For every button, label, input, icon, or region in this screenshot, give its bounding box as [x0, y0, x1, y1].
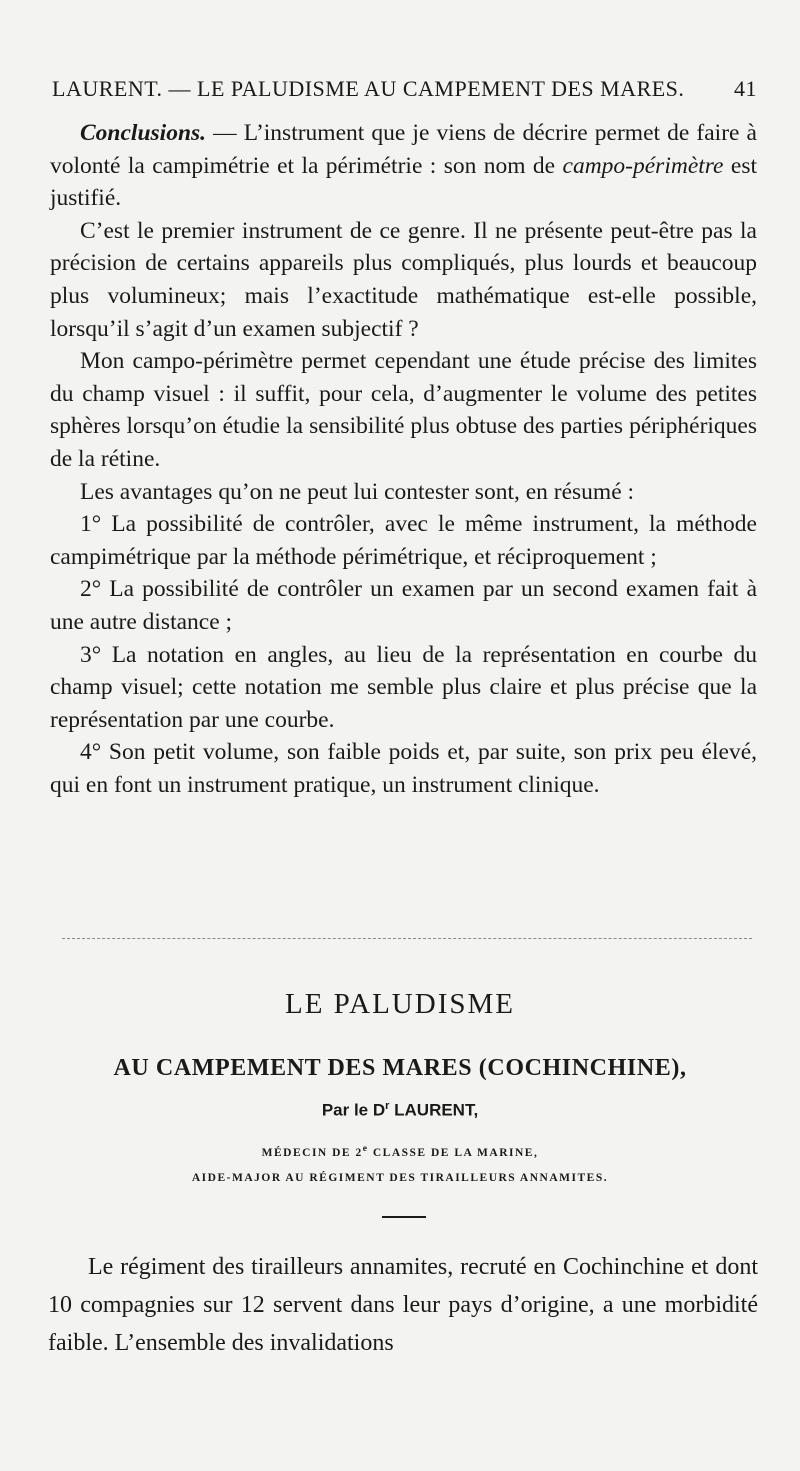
advantage-item-1: 1° La possibilité de contrôler, avec le même instrument, la méthode campimétrique par la méthode périmétrique, et réciproquement ; — [50, 511, 757, 570]
conclusions-tail-text: est justifié. — [50, 152, 757, 212]
conclusions-lead-text: — L’instrument que je viens de décrire permet de faire à volonté la campimétrie et la périmétrie : son nom de — [50, 120, 757, 179]
author-prefix: Par le D — [321, 1100, 386, 1120]
author-credential-post: AIDE-MAJOR AU RÉGIMENT DES TIRAILLEURS ANNAMITES. — [191, 1172, 609, 1184]
instrument-term: campo-périmètre — [562, 152, 724, 179]
author-line — [0, 1100, 800, 1121]
credential-rank-prefix: MÉDECIN DE 2 — [261, 1146, 363, 1159]
page-number: 41 — [734, 76, 757, 101]
conclusions-paragraph — [50, 117, 757, 215]
advantage-item-3: 3° La notation en angles, au lieu de la représentation en courbe du champ visuel; cette notation me semble plus claire et plus précise que la représentation par une courbe. — [50, 641, 757, 733]
credential-rank-superscript: e — [362, 1143, 369, 1154]
conclusions-section — [50, 117, 757, 801]
advantage-item-2: 2° La possibilité de contrôler un examen par un second examen fait à une autre distance ; — [50, 576, 757, 635]
advantage-item-4: 4° Son petit volume, son faible poids et, par suite, son prix peu élevé, qui en font un instrument pratique, un instrument clinique. — [50, 739, 757, 798]
paragraph-advantages-intro: Les avantages qu’on ne peut lui contester sont, en résumé : — [80, 478, 635, 505]
author-prefix-superscript: r — [385, 1100, 390, 1112]
running-header — [52, 76, 757, 102]
article-opening-paragraph: Le régiment des tirailleurs annamites, recruté en Cochinchine et dont 10 compagnies sur 12 servent dans leur pays d’origine, a une morbidité faible. L’ensemble des invalidations — [48, 1254, 758, 1356]
credential-rank-suffix: CLASSE DE LA MARINE, — [368, 1146, 539, 1159]
author-credential-rank — [0, 1143, 800, 1159]
article-title: LE PALUDISME — [285, 988, 515, 1020]
article-body — [48, 1248, 758, 1362]
article-subtitle: AU CAMPEMENT DES MARES (COCHINCHINE), — [113, 1055, 687, 1081]
running-title: LAURENT. — LE PALUDISME AU CAMPEMENT DES MARES. — [52, 76, 685, 101]
author-name: LAURENT, — [389, 1100, 479, 1120]
conclusions-label: Conclusions. — [80, 120, 207, 146]
title-rule — [382, 1216, 426, 1218]
paragraph-precise-study: Mon campo-périmètre permet cependant une étude précise des limites du champ visuel : il suffit, pour cela, d’augmenter le volume des petites sphères lorsqu’on étudie la sensibilité plus obtuse des parties périphériques de la rétine. — [50, 348, 757, 472]
section-divider — [62, 938, 752, 939]
paragraph-first-instrument: C’est le premier instrument de ce genre. Il ne présente peut-être pas la précision de certains appareils plus compliqués, plus lourds et beaucoup plus volumineux; mais l’exactitude mathématique est-elle possible, lorsqu’il s’agit d’un examen subjectif ? — [50, 217, 757, 342]
